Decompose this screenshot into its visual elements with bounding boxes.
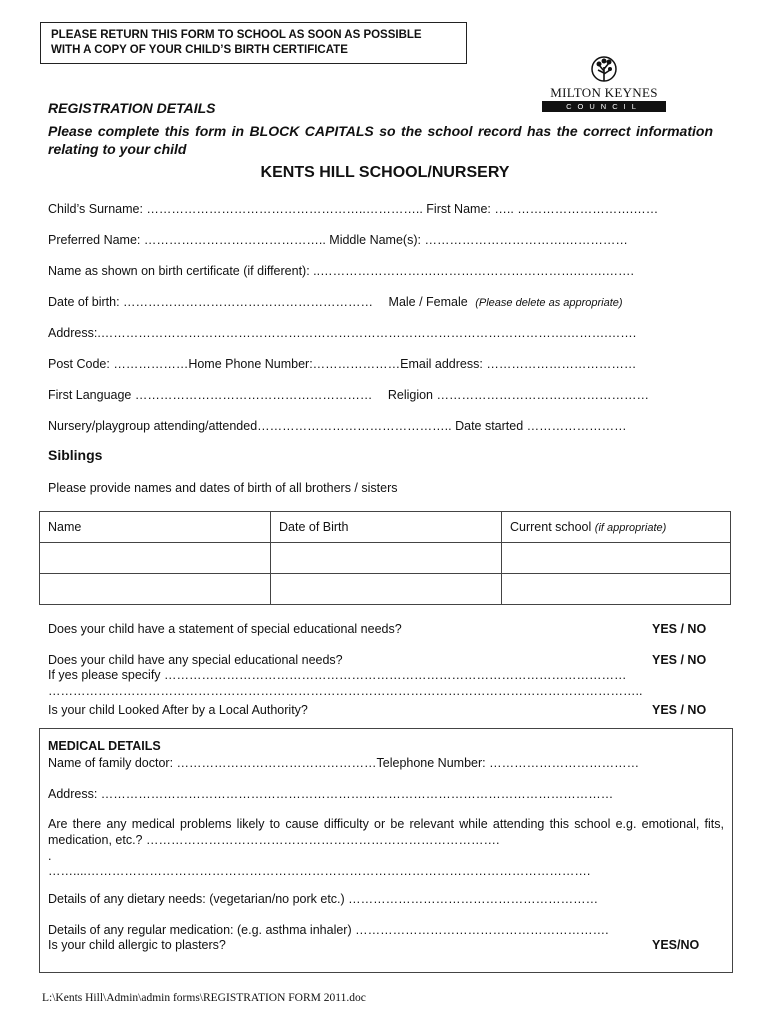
sibling-school-cell[interactable] xyxy=(502,574,731,605)
return-notice-box xyxy=(40,22,467,64)
medical-problems-continued[interactable]: ……....…………………………………………………………………………………………………………. xyxy=(48,864,591,878)
col-school-note: (if appropriate) xyxy=(594,522,667,534)
religion-field[interactable]: Religion …………………………………………… xyxy=(387,388,649,402)
col-school-header xyxy=(502,512,731,543)
col-school-label: Current school xyxy=(510,520,592,534)
notice-line-1: PLEASE RETURN THIS FORM TO SCHOOL AS SOON AS POSSIBLE xyxy=(51,29,422,41)
siblings-table xyxy=(39,511,731,605)
tree-emblem-icon xyxy=(590,55,618,85)
registration-heading: REGISTRATION DETAILS xyxy=(48,100,216,116)
siblings-heading: Siblings xyxy=(48,447,103,463)
instructions-text: Please complete this form in BLOCK CAPITALS so the school record has the correct information relating to your child xyxy=(48,123,713,157)
sibling-school-cell[interactable] xyxy=(502,543,731,574)
siblings-instruction: Please provide names and dates of birth of all brothers / sisters xyxy=(48,481,398,495)
medical-address-field[interactable]: Address: …………………………………………………………………………………………………………… xyxy=(48,787,614,801)
dob-field[interactable] xyxy=(48,295,623,309)
sen-question: Does your child have any special educational needs? xyxy=(48,653,343,667)
nursery-field[interactable]: Nursery/playgroup attending/attended……………………………………….. Date started …………………… xyxy=(48,419,627,433)
sibling-dob-cell[interactable] xyxy=(271,543,502,574)
col-name-header: Name xyxy=(40,512,271,543)
plasters-question: Is your child allergic to plasters? xyxy=(48,938,226,952)
looked-after-yes-no[interactable]: YES / NO xyxy=(652,703,707,717)
council-logo xyxy=(540,54,668,114)
dob-label: Date of birth: …………………………………………………… xyxy=(48,295,374,309)
table-header-row xyxy=(40,512,731,543)
statement-yes-no[interactable]: YES / NO xyxy=(652,622,707,636)
sen-yes-no[interactable]: YES / NO xyxy=(652,653,707,667)
logo-subtitle: COUNCIL xyxy=(542,101,666,112)
logo-title: MILTON KEYNES xyxy=(550,85,658,100)
specify-field[interactable]: If yes please specify ………………………………………………………………………………………………… xyxy=(48,668,627,682)
gender-choice[interactable]: Male / Female xyxy=(388,295,468,309)
statement-question: Does your child have a statement of special educational needs? xyxy=(48,622,402,636)
table-row xyxy=(40,543,731,574)
dietary-field[interactable]: Details of any dietary needs: (vegetarian/no pork etc.) …………………………………………………… xyxy=(48,892,599,906)
medication-field[interactable]: Details of any regular medication: (e.g. asthma inhaler) ……………………………………………………. xyxy=(48,923,609,937)
sibling-dob-cell[interactable] xyxy=(271,574,502,605)
col-dob-header: Date of Birth xyxy=(271,512,502,543)
looked-after-question: Is your child Looked After by a Local Authority? xyxy=(48,703,308,717)
doctor-field[interactable]: Name of family doctor: …………………………………………Telephone Number: ……………………………… xyxy=(48,756,640,770)
address-field[interactable]: Address:.………………………………………………………………………………………………….……….……. xyxy=(48,326,637,340)
language-field[interactable]: First Language ………………………………………………… xyxy=(48,388,373,402)
preferred-name-field[interactable]: Preferred Name: …………………………………….. Middle Name(s): …………………………….…………… xyxy=(48,233,628,247)
medical-problems-dot: . xyxy=(48,849,52,863)
file-path-footer: L:\Kents Hill\Admin\admin forms\REGISTRATION FORM 2011.doc xyxy=(42,992,366,1004)
table-row xyxy=(40,574,731,605)
notice-line-2: WITH A COPY OF YOUR CHILD’S BIRTH CERTIFICATE xyxy=(51,44,348,56)
surname-field[interactable]: Child’s Surname: ……………………………………………..………….. First Name: ….. ……………………….…… xyxy=(48,202,659,216)
postcode-phone-email-field[interactable]: Post Code: ………………Home Phone Number:…………………Email address: ……………………………… xyxy=(48,357,637,371)
gender-note: (Please delete as appropriate) xyxy=(475,297,623,309)
medical-heading: MEDICAL DETAILS xyxy=(48,739,161,753)
language-religion-field[interactable] xyxy=(48,388,649,402)
birth-cert-name-field[interactable]: Name as shown on birth certificate (if different): ..……………………….…………………………….…….……. xyxy=(48,264,634,278)
plasters-yes-no[interactable]: YES/NO xyxy=(652,938,700,952)
sibling-name-cell[interactable] xyxy=(40,574,271,605)
school-name: KENTS HILL SCHOOL/NURSERY xyxy=(260,164,510,181)
medical-problems-field[interactable]: Are there any medical problems likely to cause difficulty or be relevant while attending this school e.g. emotional, fits, medication, etc.? …………………………………………………………………………. xyxy=(48,817,724,847)
specify-continued[interactable]: …………………………………………………………………………………………………………………………….. xyxy=(48,684,643,698)
sibling-name-cell[interactable] xyxy=(40,543,271,574)
